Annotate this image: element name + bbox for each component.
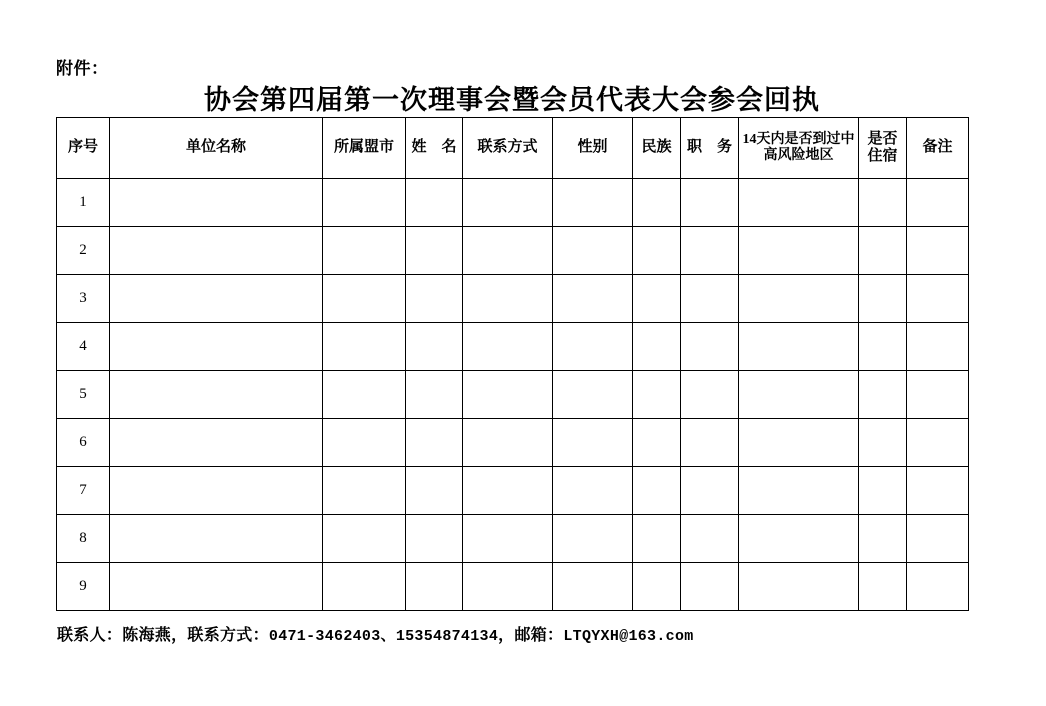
column-header-name: 姓 名 — [406, 118, 463, 179]
contact-footer-email: LTQYXH@163.com — [563, 628, 694, 645]
cell-lodging[interactable] — [859, 275, 907, 323]
column-header-city: 所属盟市 — [323, 118, 406, 179]
column-header-ethnicity: 民族 — [633, 118, 681, 179]
cell-contact[interactable] — [463, 371, 553, 419]
column-header-contact: 联系方式 — [463, 118, 553, 179]
column-header-unit-name: 单位名称 — [110, 118, 323, 179]
table-row — [57, 371, 969, 419]
cell-gender[interactable] — [553, 179, 633, 227]
table-row — [57, 179, 969, 227]
cell-remark[interactable] — [907, 419, 969, 467]
cell-city[interactable] — [323, 419, 406, 467]
cell-position[interactable] — [681, 275, 739, 323]
cell-ethnicity[interactable] — [633, 323, 681, 371]
cell-contact[interactable] — [463, 179, 553, 227]
cell-lodging[interactable] — [859, 323, 907, 371]
cell-lodging[interactable] — [859, 227, 907, 275]
cell-city[interactable] — [323, 371, 406, 419]
table-row — [57, 323, 969, 371]
cell-lodging[interactable] — [859, 179, 907, 227]
cell-name[interactable] — [406, 179, 463, 227]
table-row — [57, 227, 969, 275]
cell-ethnicity[interactable] — [633, 227, 681, 275]
column-header-lodging: 是否住宿 — [859, 118, 907, 179]
cell-position[interactable] — [681, 515, 739, 563]
page-title: 协会第四届第一次理事会暨会员代表大会参会回执 — [204, 85, 820, 115]
cell-index: 9 — [57, 563, 110, 611]
contact-footer-prefix: 联系人：陈海燕，联系方式： — [57, 627, 269, 644]
cell-risk-area[interactable] — [739, 515, 859, 563]
cell-gender[interactable] — [553, 467, 633, 515]
cell-lodging[interactable] — [859, 419, 907, 467]
cell-contact[interactable] — [463, 515, 553, 563]
column-header-remark: 备注 — [907, 118, 969, 179]
cell-name[interactable] — [406, 419, 463, 467]
cell-index: 1 — [57, 179, 110, 227]
cell-risk-area[interactable] — [739, 419, 859, 467]
cell-name[interactable] — [406, 563, 463, 611]
cell-index: 4 — [57, 323, 110, 371]
cell-index: 8 — [57, 515, 110, 563]
cell-ethnicity[interactable] — [633, 515, 681, 563]
cell-city[interactable] — [323, 467, 406, 515]
participant-receipt-table — [56, 117, 969, 611]
cell-index: 5 — [57, 371, 110, 419]
cell-ethnicity[interactable] — [633, 179, 681, 227]
cell-position[interactable] — [681, 467, 739, 515]
table-row — [57, 419, 969, 467]
cell-risk-area[interactable] — [739, 227, 859, 275]
cell-position[interactable] — [681, 563, 739, 611]
cell-index: 3 — [57, 275, 110, 323]
cell-position[interactable] — [681, 371, 739, 419]
cell-contact[interactable] — [463, 275, 553, 323]
table-row — [57, 515, 969, 563]
cell-name[interactable] — [406, 467, 463, 515]
cell-ethnicity[interactable] — [633, 371, 681, 419]
table-row — [57, 563, 969, 611]
table-row — [57, 275, 969, 323]
cell-remark[interactable] — [907, 467, 969, 515]
table-row — [57, 467, 969, 515]
cell-gender[interactable] — [553, 371, 633, 419]
cell-gender[interactable] — [553, 227, 633, 275]
attachment-label: 附件： — [56, 59, 109, 78]
cell-position[interactable] — [681, 323, 739, 371]
cell-lodging[interactable] — [859, 371, 907, 419]
column-header-gender: 性别 — [553, 118, 633, 179]
cell-unit-name[interactable] — [110, 323, 323, 371]
cell-contact[interactable] — [463, 227, 553, 275]
cell-ethnicity[interactable] — [633, 467, 681, 515]
cell-position[interactable] — [681, 179, 739, 227]
cell-remark[interactable] — [907, 323, 969, 371]
cell-gender[interactable] — [553, 563, 633, 611]
cell-city[interactable] — [323, 179, 406, 227]
cell-city[interactable] — [323, 515, 406, 563]
cell-gender[interactable] — [553, 515, 633, 563]
cell-risk-area[interactable] — [739, 323, 859, 371]
cell-city[interactable] — [323, 563, 406, 611]
cell-risk-area[interactable] — [739, 275, 859, 323]
cell-contact[interactable] — [463, 563, 553, 611]
cell-unit-name[interactable] — [110, 419, 323, 467]
cell-remark[interactable] — [907, 515, 969, 563]
cell-risk-area[interactable] — [739, 179, 859, 227]
cell-unit-name[interactable] — [110, 227, 323, 275]
cell-name[interactable] — [406, 227, 463, 275]
column-header-index: 序号 — [57, 118, 110, 179]
cell-name[interactable] — [406, 515, 463, 563]
cell-name[interactable] — [406, 323, 463, 371]
cell-city[interactable] — [323, 323, 406, 371]
cell-unit-name[interactable] — [110, 371, 323, 419]
cell-gender[interactable] — [553, 419, 633, 467]
cell-remark[interactable] — [907, 275, 969, 323]
cell-unit-name[interactable] — [110, 179, 323, 227]
contact-footer-email-label: ，邮箱： — [498, 627, 564, 644]
table-header-row — [57, 118, 969, 179]
cell-index: 7 — [57, 467, 110, 515]
cell-unit-name[interactable] — [110, 515, 323, 563]
cell-contact[interactable] — [463, 467, 553, 515]
cell-remark[interactable] — [907, 227, 969, 275]
cell-position[interactable] — [681, 419, 739, 467]
cell-lodging[interactable] — [859, 515, 907, 563]
column-header-risk-area: 14天内是否到过中高风险地区 — [739, 118, 859, 179]
cell-index: 2 — [57, 227, 110, 275]
cell-contact[interactable] — [463, 323, 553, 371]
cell-ethnicity[interactable] — [633, 275, 681, 323]
cell-position[interactable] — [681, 227, 739, 275]
column-header-position: 职 务 — [681, 118, 739, 179]
cell-unit-name[interactable] — [110, 275, 323, 323]
cell-gender[interactable] — [553, 275, 633, 323]
cell-remark[interactable] — [907, 371, 969, 419]
cell-unit-name[interactable] — [110, 467, 323, 515]
cell-ethnicity[interactable] — [633, 419, 681, 467]
cell-city[interactable] — [323, 275, 406, 323]
contact-footer-phones: 0471-3462403、15354874134 — [268, 628, 499, 645]
cell-remark[interactable] — [907, 179, 969, 227]
contact-footer — [57, 622, 694, 645]
cell-lodging[interactable] — [859, 563, 907, 611]
cell-name[interactable] — [406, 275, 463, 323]
cell-lodging[interactable] — [859, 467, 907, 515]
cell-name[interactable] — [406, 371, 463, 419]
cell-risk-area[interactable] — [739, 563, 859, 611]
cell-remark[interactable] — [907, 563, 969, 611]
cell-city[interactable] — [323, 227, 406, 275]
cell-gender[interactable] — [553, 323, 633, 371]
cell-ethnicity[interactable] — [633, 563, 681, 611]
cell-risk-area[interactable] — [739, 371, 859, 419]
cell-index: 6 — [57, 419, 110, 467]
cell-contact[interactable] — [463, 419, 553, 467]
cell-unit-name[interactable] — [110, 563, 323, 611]
cell-risk-area[interactable] — [739, 467, 859, 515]
